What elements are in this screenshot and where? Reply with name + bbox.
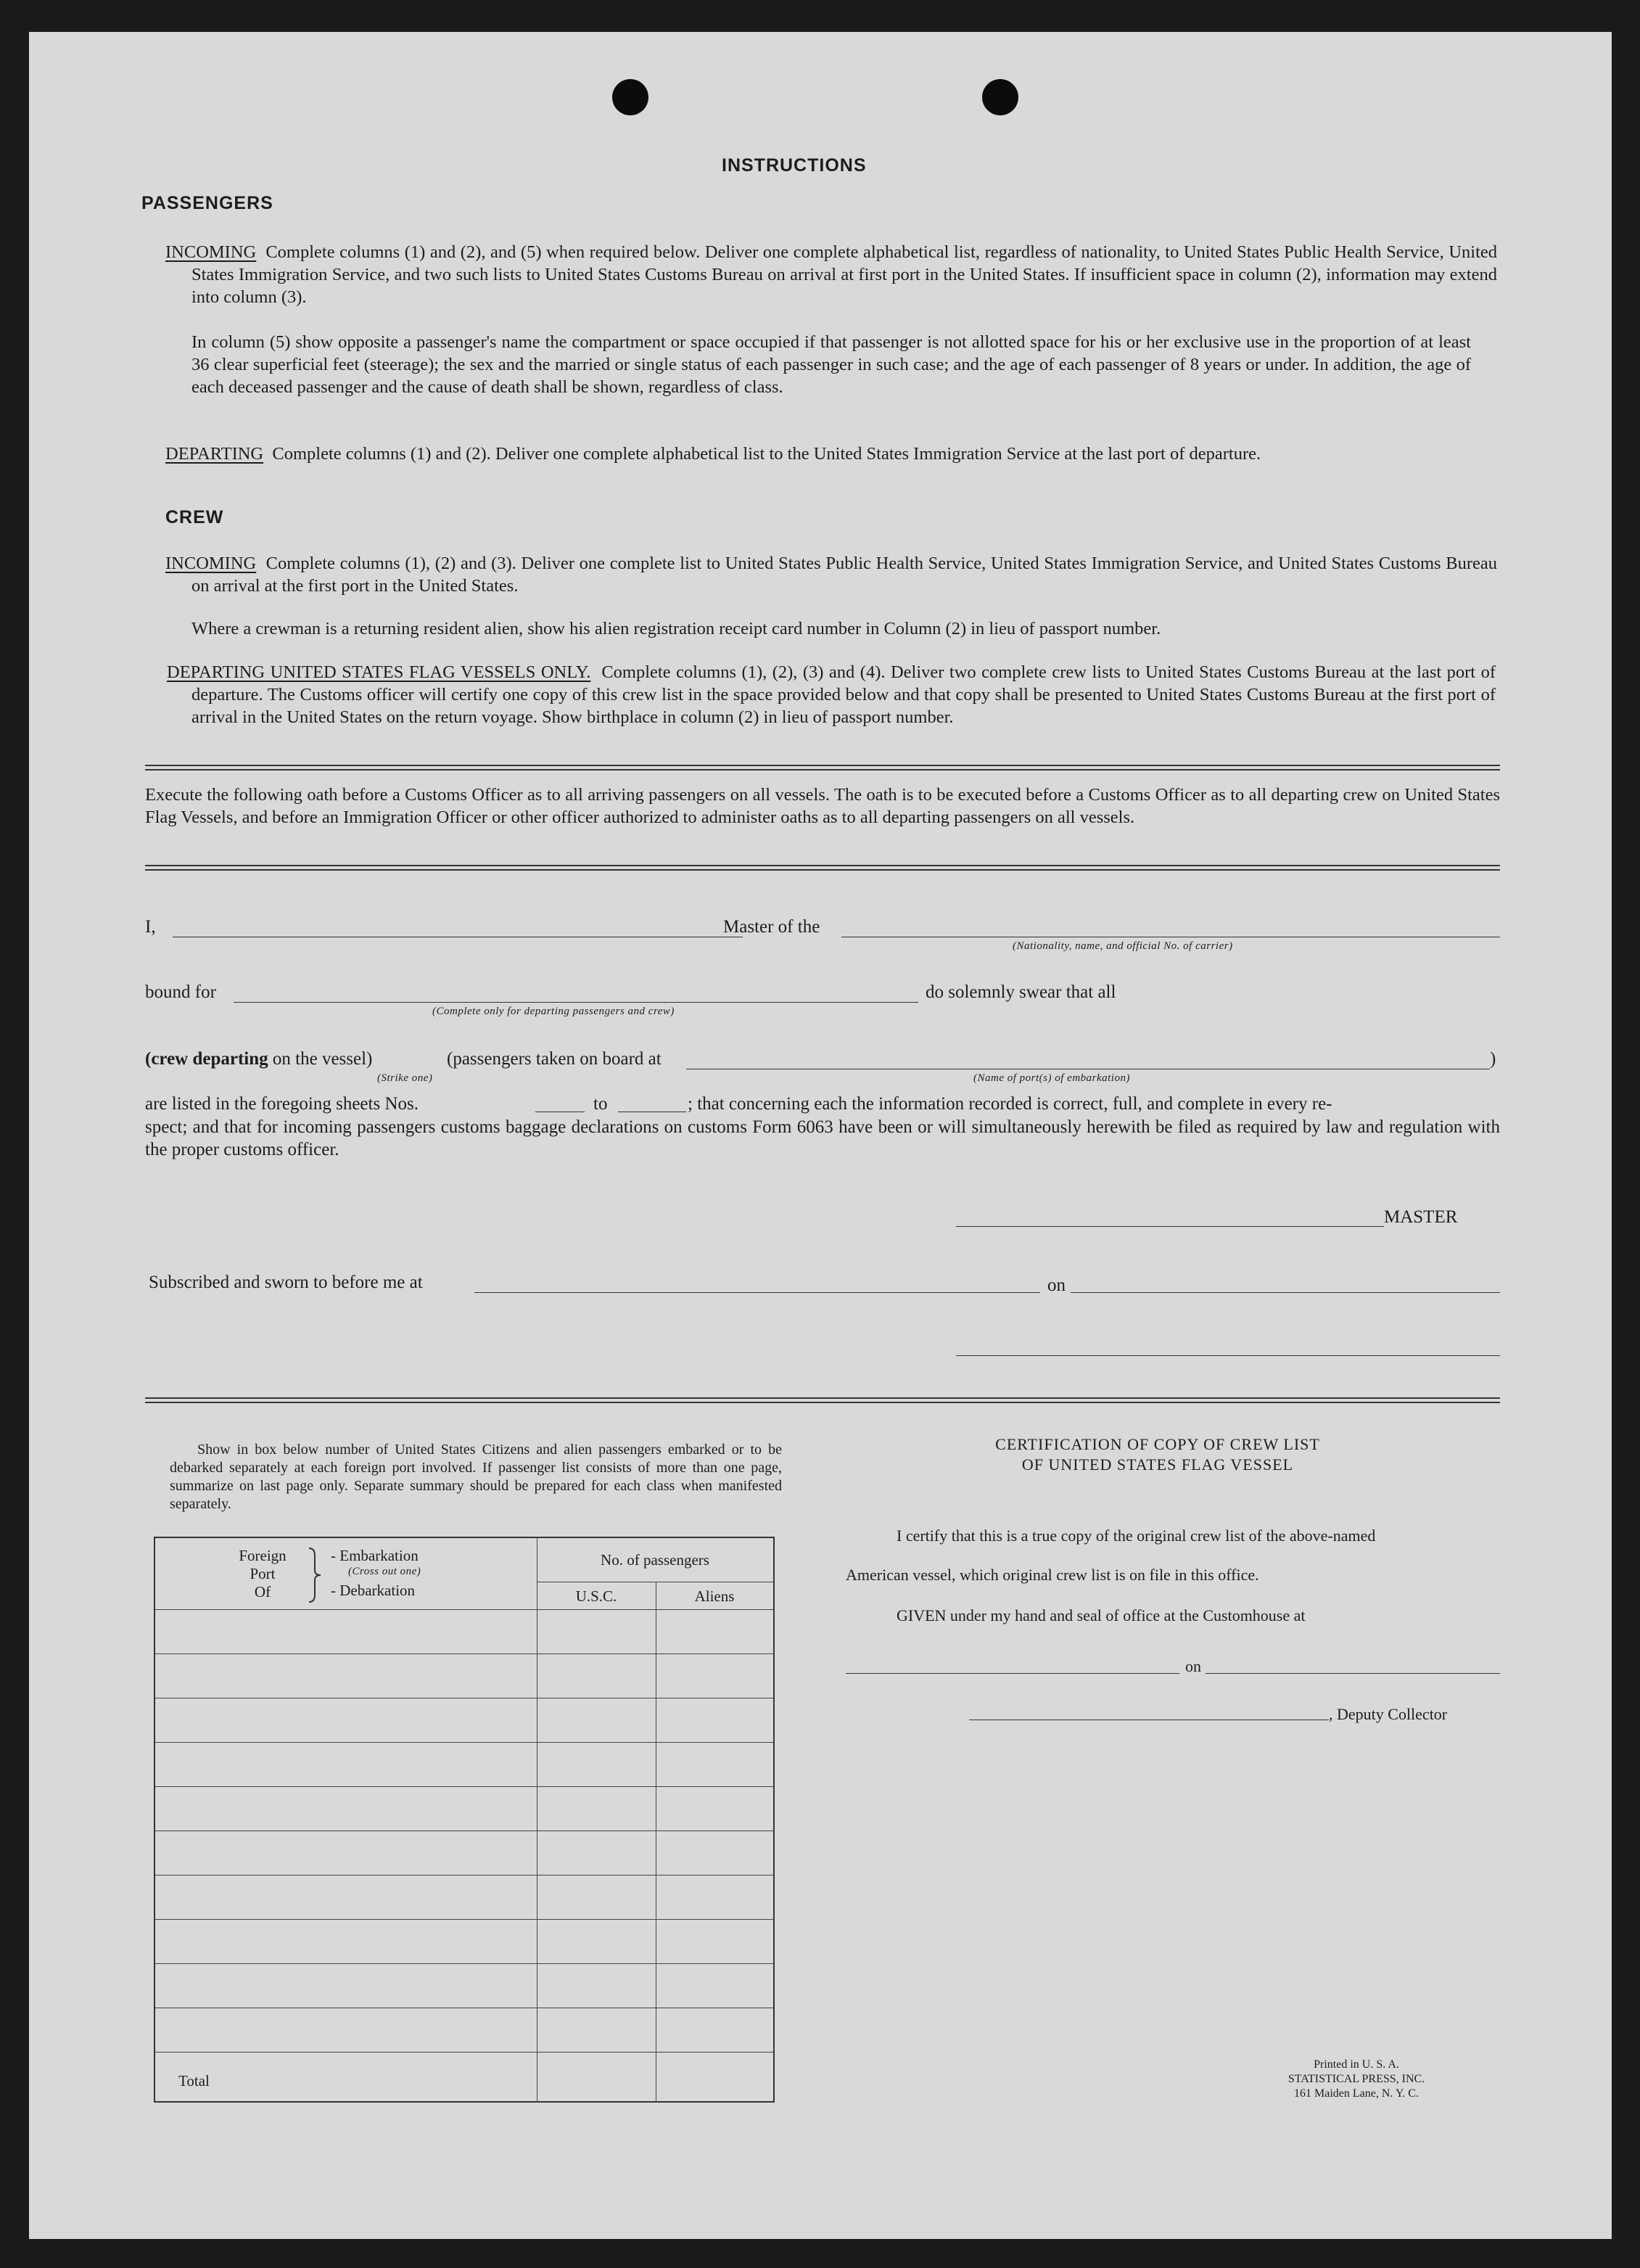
col-debarkation: - Debarkation	[331, 1582, 416, 1599]
crew-departing-bold: (crew departing	[145, 1049, 268, 1069]
table-row-rule	[155, 2052, 773, 2053]
incoming-crew-lead: INCOMING	[165, 554, 257, 573]
column5-paragraph: In column (5) show opposite a passenger's name the compartment or space occupied if that passenger is not allotted space for his or her exclusive use in the proportion of at least 36 clear superficial feet (steerage); the sex and the married or single status of each passenger in such case; and the age of each passenger of 8 years or under. In addition, the age of each deceased passenger and the cause of death shall be shown, regardless of class.	[191, 332, 1471, 397]
incoming-crew-text: Complete columns (1), (2) and (3). Deliver one complete list to United States Public Health Service, United States Immigration Service, and United States Customs Bureau on arrival at the first port in the United States.	[191, 554, 1497, 596]
departing-passengers-paragraph	[165, 443, 1497, 465]
divider-1	[145, 765, 1500, 771]
cert-date-line[interactable]	[1206, 1673, 1500, 1674]
departing-crew-text: Complete columns (1), (2), (3) and (4). Deliver two complete crew lists to United States Customs Bureau at the last port of departure. The Customs officer will certify one copy of this crew list in the space provided below and that copy shall be presented to United States Customs Bureau at the first port of arrival in the United States on the return voyage. Show birthplace in column (2) in lieu of passport number.	[191, 662, 1496, 727]
close-paren: )	[1490, 1049, 1496, 1069]
incoming-passengers-text: Complete columns (1) and (2), and (5) when required below. Deliver one complete alphabetical list, regardless of nationality, to United States Public Health Service, United States Immigration Service, and two such lists to United States Customs Bureau on arrival at first port in the United States. If insufficient space in column (2), information may extend into column (3).	[191, 242, 1498, 307]
imprint-line2: STATISTICAL PRESS, INC.	[1287, 2073, 1425, 2085]
subscribed-label: Subscribed and sworn to before me at	[149, 1273, 423, 1292]
cert-title-line2: OF UNITED STATES FLAG VESSEL	[1021, 1455, 1294, 1474]
bound-for-label: bound for	[145, 982, 216, 1002]
officer-signature-line[interactable]	[956, 1355, 1500, 1356]
sworn-on-label: on	[1047, 1275, 1066, 1295]
foregoing-to-label: to	[593, 1094, 608, 1114]
brace-icon	[306, 1547, 324, 1603]
foregoing-text-3: spect; and that for incoming passengers customs baggage declarations on customs Form 6063 have been or will simultaneously herewith be filed as required by law and regulation with the proper customs officer.	[145, 1117, 1500, 1159]
instructions-title: INSTRUCTIONS	[722, 155, 867, 176]
cert-title-line1: CERTIFICATION OF COPY OF CREW LIST	[995, 1435, 1320, 1453]
summary-instructions: Show in box below number of United States Citizens and alien passengers embarked or to be debarked separately at each foreign port involved. If passenger list consists of more than one page, summarize on last page only. Separate summary should be prepared for each class when manifested separately.	[170, 1442, 782, 1512]
table-row-rule	[155, 1786, 773, 1787]
departing-crew-paragraph	[167, 661, 1496, 728]
cert-given: GIVEN under my hand and seal of office at the Customhouse at	[897, 1606, 1306, 1624]
divider-3	[145, 1397, 1500, 1403]
col-foreign-port	[234, 1547, 292, 1601]
complete-only-caption: (Complete only for departing passengers and crew)	[432, 1006, 675, 1017]
col-of-label: Of	[254, 1583, 271, 1601]
col-aliens: Aliens	[694, 1587, 735, 1605]
incoming-crew-paragraph	[165, 552, 1497, 597]
table-row-rule	[155, 1742, 773, 1743]
imprint-line3: 161 Maiden Lane, N. Y. C.	[1294, 2087, 1419, 2100]
col-no-passengers: No. of passengers	[601, 1551, 709, 1569]
foregoing-text-2: ; that concerning each the information recorded is correct, full, and complete in every re-	[688, 1094, 1332, 1114]
punch-hole-right	[982, 79, 1018, 115]
col-port-label: Port	[250, 1565, 276, 1582]
col-embarkation: - Embarkation	[331, 1547, 419, 1564]
cert-on-label: on	[1185, 1657, 1201, 1675]
on-the-vessel-text: on the vessel)	[272, 1049, 373, 1069]
passengers-taken-label: (passengers taken on board at	[447, 1049, 662, 1069]
col-cross-out: (Cross out one)	[348, 1566, 421, 1577]
cert-deputy-label: , Deputy Collector	[1329, 1705, 1448, 1723]
total-label: Total	[178, 2072, 210, 2090]
master-signature-line[interactable]	[956, 1226, 1384, 1227]
crew-departing-label	[145, 1049, 372, 1069]
table-header-bottom	[155, 1609, 773, 1610]
nationality-caption: (Nationality, name, and official No. of carrier)	[1013, 940, 1233, 952]
cert-text-line1: I certify that this is a true copy of the original crew list of the above-named	[897, 1527, 1376, 1545]
col-foreign-label: Foreign	[239, 1547, 287, 1564]
divider-2	[145, 865, 1500, 871]
do-solemnly-label: do solemnly swear that all	[926, 982, 1116, 1002]
sworn-place-line[interactable]	[474, 1292, 1040, 1293]
i-label: I,	[145, 917, 156, 937]
departing-passengers-text: Complete columns (1) and (2). Deliver one complete alphabetical list to the United States Immigration Service at the last port of departure.	[272, 444, 1261, 464]
col-usc: U.S.C.	[575, 1587, 617, 1605]
departing-crew-lead: DEPARTING UNITED STATES FLAG VESSELS ONLY.	[167, 662, 591, 682]
printer-imprint	[1248, 2058, 1465, 2101]
oath-intro: Execute the following oath before a Customs Officer as to all arriving passengers on all vessels. The oath is to be executed before a Customs Officer as to all departing crew on United States Flag Vessels, and before an Immigration Officer or other officer authorized to administer oaths as to all departing passengers on all vessels.	[145, 785, 1500, 827]
form-sheet	[29, 32, 1612, 2239]
incoming-passengers-lead: INCOMING	[165, 242, 257, 262]
bound-for-line[interactable]	[234, 1002, 918, 1003]
table-row-rule	[155, 1653, 773, 1654]
foregoing-text-1: are listed in the foregoing sheets Nos.	[145, 1094, 419, 1114]
cert-text-line2: American vessel, which original crew list is on file in this office.	[846, 1566, 1259, 1584]
table-row-rule	[155, 1963, 773, 1964]
master-label: MASTER	[1384, 1207, 1458, 1227]
table-row-rule	[155, 1919, 773, 1920]
strike-one-caption: (Strike one)	[377, 1072, 433, 1084]
customhouse-line[interactable]	[846, 1673, 1179, 1674]
sworn-date-line[interactable]	[1071, 1292, 1500, 1293]
departing-passengers-lead: DEPARTING	[165, 444, 264, 464]
foregoing-line-1	[145, 1094, 1500, 1114]
incoming-passengers-paragraph	[165, 241, 1497, 308]
punch-hole-left	[612, 79, 648, 115]
crewman-paragraph: Where a crewman is a returning resident alien, show his alien registration receipt card number in Column (2) in lieu of passport number.	[191, 619, 1161, 638]
name-of-ports-caption: (Name of port(s) of embarkation)	[973, 1072, 1130, 1084]
master-of-the-label: Master of the	[723, 917, 820, 937]
passengers-heading: PASSENGERS	[141, 193, 273, 213]
passenger-summary-table	[154, 1537, 775, 2103]
crew-heading: CREW	[165, 507, 224, 527]
imprint-line1: Printed in U. S. A.	[1314, 2058, 1399, 2071]
